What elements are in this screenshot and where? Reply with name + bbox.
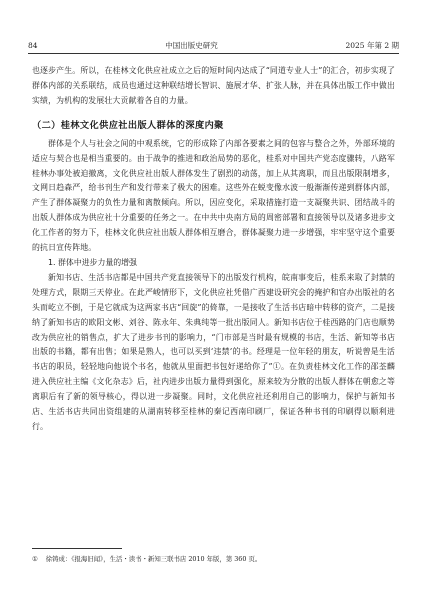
footnote [32, 554, 395, 564]
page-number: 84 [28, 40, 38, 50]
subsection-heading: 1. 群体中进步力量的增强 [48, 257, 137, 267]
footnote-text: 徐铸成：《报海旧闻》，生活・读书・新知三联书店 2010 年版，第 360 页。 [45, 555, 262, 563]
header-divider [28, 53, 399, 54]
intro-paragraph: 也逐步产生。所以，在桂林文化供应社成立之后的短时间内达成了“同道专业人士”的汇合，初步实现了群体内部的关系联结，成员也通过这种联结增长智识、施展才华、扩张人脉，并在具体出版工作中做出实绩，为机构的发展壮大贡献着各自的力量。 [32, 66, 395, 105]
paragraph-group-cohesion: 群体是个人与社会之间的中观系统，它的形成除了内部各要素之间的包容与整合之外，外部环境的适应与契合也是相当重要的。由于战争的推进和政治局势的恶化，桂系对中国共产党态度骤转，八路军桂林办事处被迫撤离，文化供应社出版人群体发生了剧烈的动荡，加上从其离职，而且出版限制增多，文网日趋森严，给书刊生产和发行带来了极大的困难。这些外在蜕变像水波一般渐渐传递到群体内部，产生了群体凝聚力的负性力量和离散倾向。所以，因应变化，采取措施打造一支凝聚共识、团结战斗的出版人群体成为供应社十分重要的任务之一。在中共中央南方局的周密部署和直接领导以及诸多进步文化工作者的努力下，桂林文化供应社出版人群体相互磨合，群体凝聚力进一步增强，牢牢坚守这个重要的抗日宣传阵地。 [32, 138, 395, 253]
footnote-divider [32, 548, 122, 549]
journal-title: 中国出版史研究 [165, 40, 218, 50]
paragraph-progressive-forces: 新知书店、生活书店都是中国共产党直接领导下的出版发行机构，皖南事变后，桂系来取了封禁的处理方式，限期三天停业。在此严峻情形下，文化供应社凭借广西建设研究会的掩护和官办出版社的名头而屹立不倒，于是它就成为这两家书店“回旋”的倚靠，一是接收了生活书店暗中转移的资产，二是接纳了新知书店的欧阳文彬、刘谷、陈永年、朱典纯等一批出版同人。新知书店位于桂西路的门店也顺势改为供应社的销售点，扩大了进步书刊的影响力，“门市部是当时最有规模的书店，生活、新知等书店出版的书籍，都有出售；如果是熟人，也可以买到‘违禁’的书。经理是一位年轻的朋友，听说曾是生活书店的职员，轻轻地向他说个书名，他就从里面把书包好递给你了”①。在负责桂林文化工作的邵荃麟进入供应社主编《文化杂志》后，社内进步出版力量得到强化，原来较为分散的出版人群体在朝愈之等离职后有了新的领导核心，得以进一步凝聚。同时，文化供应社还利用自己的影响力，保护与新知书店、生活书店共同出资组建的从湖南转移至桂林的秦记西南印刷厂，保证各种书刊的印刷得以顺利进行。 [32, 272, 395, 431]
body-text [32, 64, 395, 435]
section-heading: （二）桂林文化供应社出版人群体的深度内聚 [32, 119, 224, 131]
footnote-mark: ① [32, 555, 38, 563]
issue-label: 2025 年第 2 期 [345, 40, 399, 50]
page-header [28, 38, 399, 52]
